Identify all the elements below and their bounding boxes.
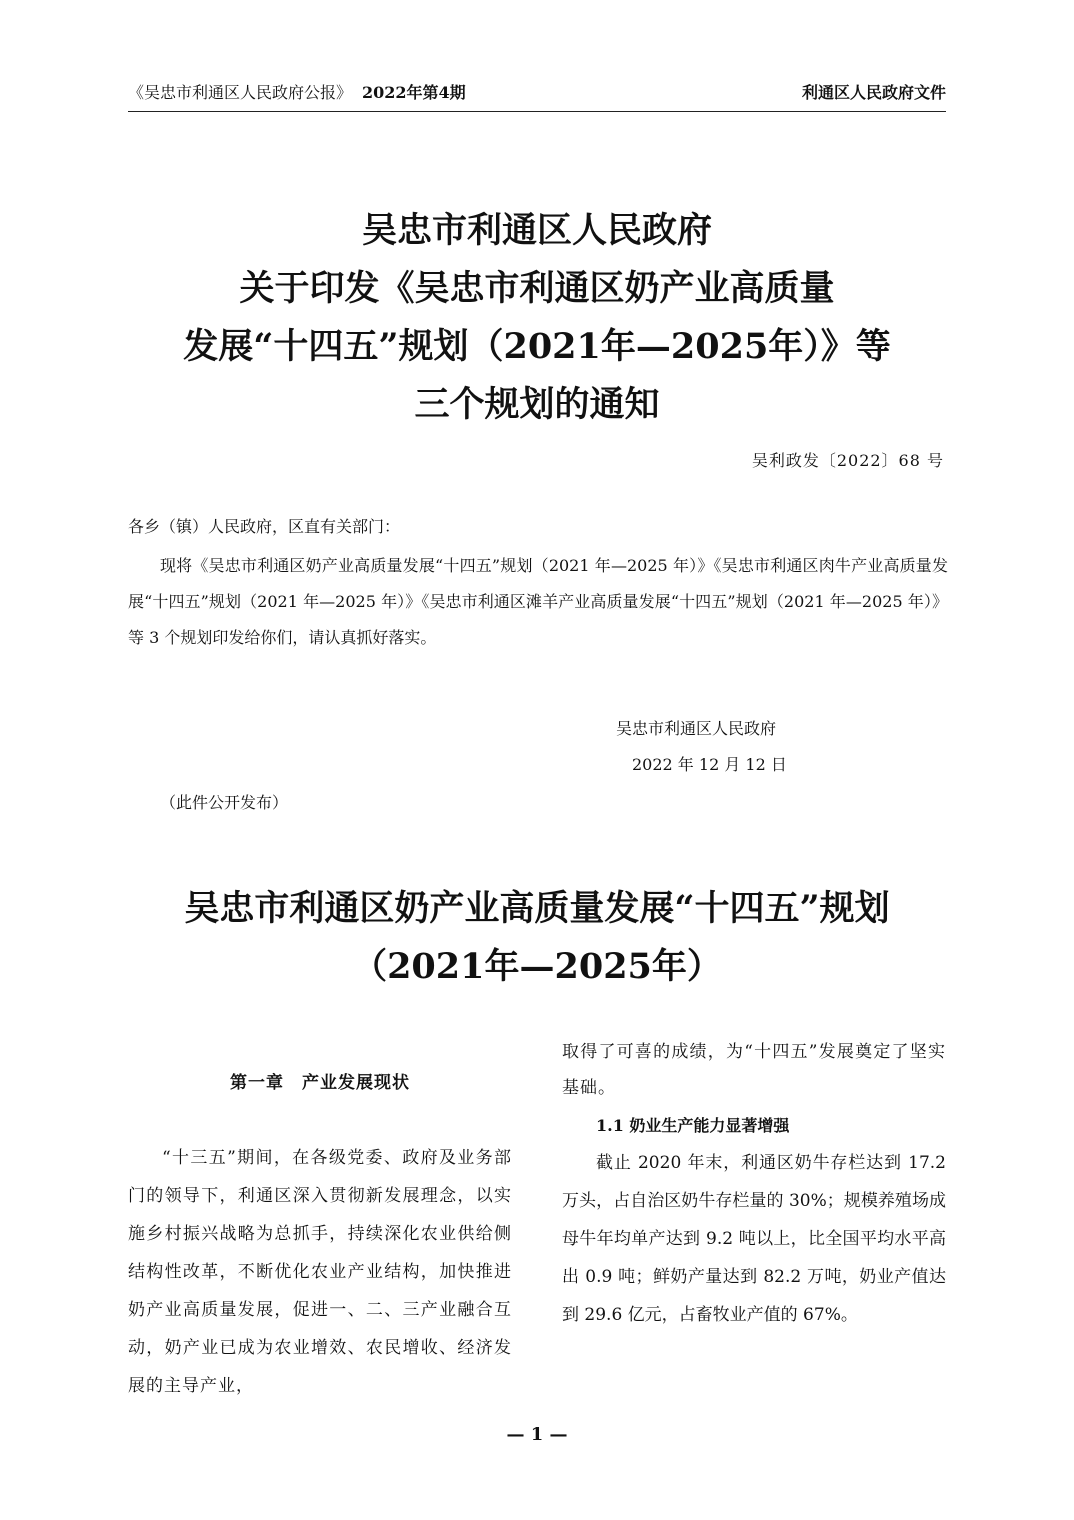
notice-title-line: 三个规划的通知	[414, 384, 660, 425]
chapter-paragraph: “十三五”期间，在各级党委、政府及业务部门的领导下，利通区深入贯彻新发展理念，以实施乡村振兴战略为总抓手，持续深化农业供给侧结构性改革，不断优化农业产业结构，加快推进奶产业高质量发展，促进一、二、三产业融合互动，奶产业已成为农业增效、农民增收、经济发展的主导产业，	[128, 1148, 512, 1396]
section-paragraph: 截止 2020 年末，利通区奶牛存栏达到 17.2 万头，占自治区奶牛存栏量的 30%；规模养殖场成母牛年均单产达到 9.2 吨以上，比全国平均水平高出 0.9 吨；鲜奶产量达到 82.2 万吨，奶业产值达到 29.6 亿元，占畜牧业产值的 67%。	[562, 1153, 946, 1325]
publication-name: 《吴忠市利通区人民政府公报》	[128, 83, 353, 102]
plan-title-line: （2021年—2025年）	[352, 946, 722, 987]
header-divider	[128, 111, 946, 112]
plan-title-line: 吴忠市利通区奶产业高质量发展“十四五”规划	[184, 888, 890, 929]
section-title: 1.1 奶业生产能力显著增强	[596, 1116, 790, 1135]
publicity-note: （此件公开发布）	[160, 793, 289, 812]
plan-title	[0, 880, 1074, 996]
right-column	[562, 1034, 946, 1334]
chapter-title: 第一章 产业发展现状	[230, 1073, 410, 1093]
header-section: 利通区人民政府文件	[801, 83, 946, 102]
header-publication	[128, 80, 466, 103]
page-number: — 1 —	[506, 1424, 568, 1445]
signer: 吴忠市利通区人民政府	[616, 719, 777, 738]
notice-title-line: 吴忠市利通区人民政府	[361, 210, 712, 251]
issue-number: 2022年第4期	[362, 83, 466, 102]
document-number: 吴利政发〔2022〕68 号	[751, 451, 944, 470]
sign-date: 2022 年 12 月 12 日	[632, 755, 787, 774]
addressee: 各乡（镇）人民政府，区直有关部门：	[128, 517, 401, 536]
notice-title	[0, 202, 1074, 434]
notice-body: 现将《吴忠市利通区奶产业高质量发展“十四五”规划（2021 年—2025 年）》《吴忠市利通区肉牛产业高质量发展“十四五”规划（2021 年—2025 年）》《吴忠市利通区滩羊产业高质量发展“十四五”规划（2021 年—2025 年）》等 3 个规划印发给你们，请认真抓好落实。	[128, 556, 948, 647]
notice-title-line: 关于印发《吴忠市利通区奶产业高质量	[239, 268, 835, 309]
left-column	[128, 1040, 512, 1405]
notice-title-line: 发展“十四五”规划（2021年—2025年）》等	[183, 326, 891, 367]
continued-paragraph: 取得了可喜的成绩，为“十四五”发展奠定了坚实基础。	[562, 1042, 946, 1098]
